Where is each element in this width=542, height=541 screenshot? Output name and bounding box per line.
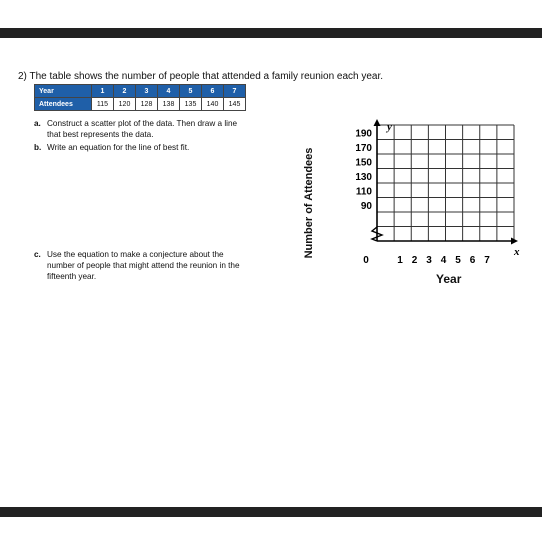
- y-variable-label: y: [387, 121, 392, 133]
- y-axis-arrow: [374, 119, 381, 126]
- part-c-text-line1: Use the equation to make a conjecture about the: [47, 250, 224, 259]
- blank-graph-grid: [310, 115, 530, 275]
- year-cell: 7: [224, 85, 246, 98]
- grid-lines: [377, 125, 514, 241]
- part-b-text: Write an equation for the line of best fit.: [47, 143, 190, 152]
- year-cell: 2: [114, 85, 136, 98]
- y-tick-label: 110: [355, 186, 372, 198]
- part-b: [34, 142, 189, 153]
- year-cell: 5: [180, 85, 202, 98]
- x-tick-label: 5: [455, 255, 461, 266]
- y-tick-label: 170: [355, 142, 372, 154]
- year-cell: 3: [136, 85, 158, 98]
- part-c-label: c.: [34, 250, 41, 259]
- x-tick-label: 7: [484, 255, 490, 266]
- part-c-text-line3: fifteenth year.: [47, 272, 97, 281]
- top-border-bar: [0, 28, 542, 38]
- y-tick-labels: [355, 128, 372, 212]
- part-b-label: b.: [34, 143, 42, 152]
- year-cell: 4: [158, 85, 180, 98]
- part-a: [34, 118, 237, 140]
- x-tick-label: 4: [440, 255, 447, 266]
- attendees-cell: 115: [92, 98, 114, 111]
- x-tick-label: 3: [426, 255, 432, 266]
- attendees-cell: 120: [114, 98, 136, 111]
- attendees-cell: 145: [224, 98, 246, 111]
- table-row-attendees: [35, 98, 246, 111]
- year-cell: 6: [202, 85, 224, 98]
- y-tick-label: 190: [355, 128, 372, 140]
- x-tick-labels: [397, 255, 490, 266]
- x-tick-label: 2: [411, 255, 418, 266]
- y-tick-label: 90: [360, 200, 372, 212]
- year-header: Year: [35, 85, 92, 98]
- attendees-cell: 140: [202, 98, 224, 111]
- y-tick-label: 130: [355, 171, 372, 183]
- x-tick-label: 6: [469, 255, 476, 266]
- attendees-cell: 135: [180, 98, 202, 111]
- part-a-text-line1: Construct a scatter plot of the data. Then draw a line: [47, 119, 238, 128]
- x-tick-label: 1: [397, 255, 403, 266]
- origin-label: 0: [363, 255, 369, 266]
- x-variable-label: x: [514, 246, 520, 258]
- question-text: 2) The table shows the number of people that attended a family reunion each year.: [18, 71, 384, 82]
- table-row-year: [35, 85, 246, 98]
- bottom-border-bar: [0, 507, 542, 517]
- year-cell: 1: [92, 85, 114, 98]
- attendees-header: Attendees: [35, 98, 92, 111]
- x-axis-title: Year: [436, 272, 462, 286]
- part-a-text-line2: that best represents the data.: [47, 130, 154, 139]
- part-c: [34, 249, 240, 282]
- attendance-table: [34, 84, 246, 111]
- y-axis-title: Number of Attendees: [303, 147, 315, 259]
- part-a-label: a.: [34, 119, 41, 128]
- attendees-cell: 128: [136, 98, 158, 111]
- part-c-text-line2: number of people that might attend the reunion in the: [47, 261, 240, 270]
- y-tick-label: 150: [355, 157, 372, 169]
- attendees-cell: 138: [158, 98, 180, 111]
